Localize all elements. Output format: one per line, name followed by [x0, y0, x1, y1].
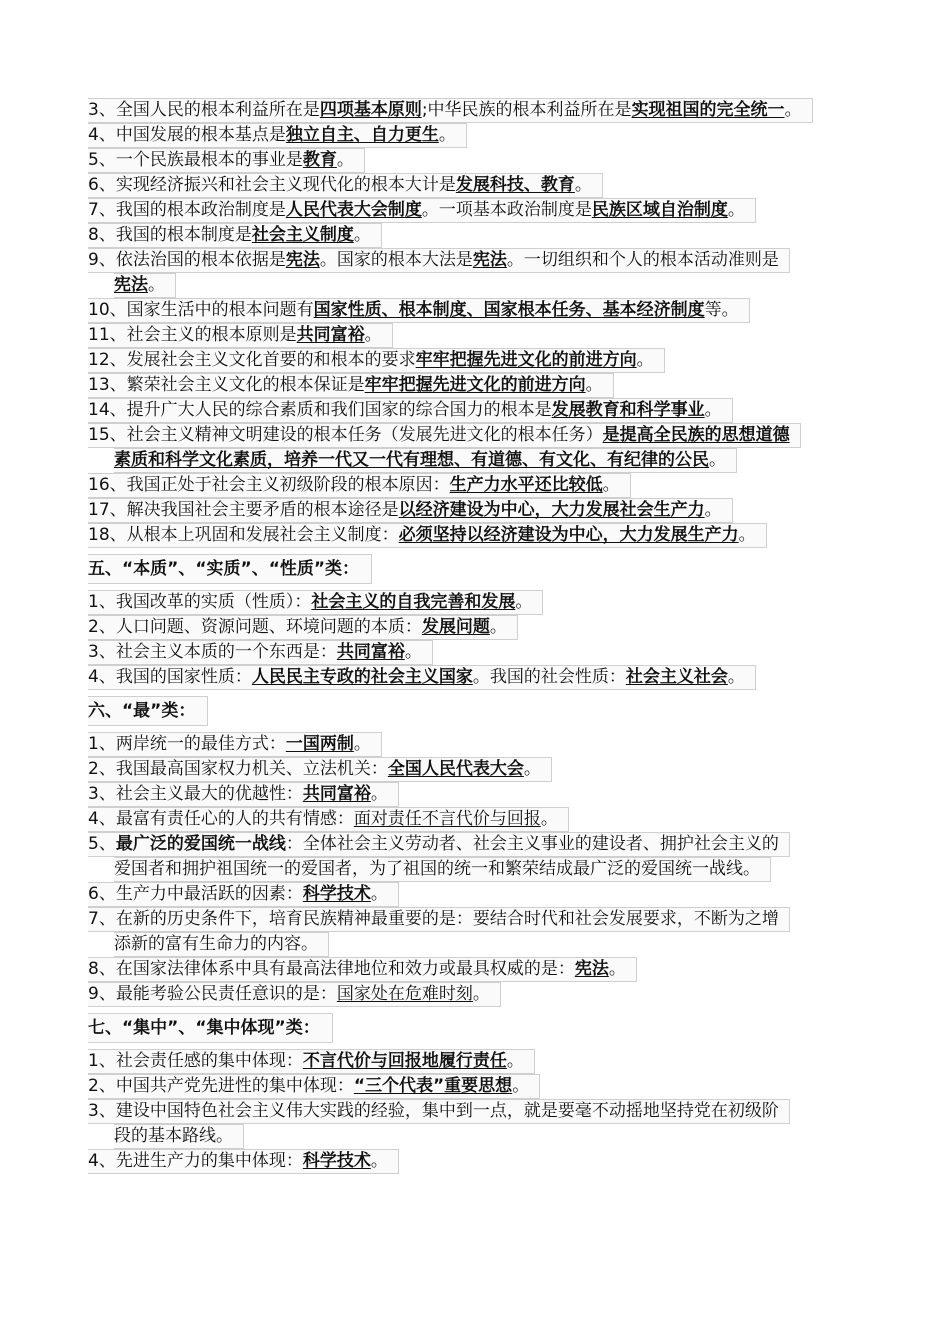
- emphasis-text: 发展教育和科学事业: [551, 400, 705, 420]
- text-segment: 。: [506, 1051, 524, 1071]
- s6-item-8: [88, 957, 878, 982]
- text-segment: 2、我国最高国家权力机关、立法机关：: [88, 759, 388, 779]
- emphasis-text: 宪法: [472, 250, 507, 270]
- text-frame: [88, 882, 399, 907]
- text-segment: 。: [370, 884, 388, 904]
- text-segment: ：全体社会主义劳动者、社会主义事业的建设者、拥护社会主义的: [285, 834, 779, 854]
- item-12: [88, 348, 878, 373]
- text-frame: [88, 298, 750, 323]
- item-4: [88, 123, 878, 148]
- emphasis-text: 发展问题: [421, 617, 490, 637]
- section-7-heading: [88, 1013, 878, 1043]
- text-frame: [88, 757, 552, 782]
- text-frame: [88, 1099, 790, 1124]
- text-frame: [88, 323, 393, 348]
- text-segment: 15、社会主义精神文明建设的根本任务（发展先进文化的根本任务）: [88, 425, 603, 445]
- text-frame: [88, 148, 365, 173]
- text-segment: 。国家的根本大法是: [319, 250, 473, 270]
- text-segment: ;中华民族的根本利益所在是: [421, 100, 632, 120]
- emphasis-text: 社会主义的自我完善和发展: [311, 592, 516, 612]
- s6-item-2: [88, 757, 878, 782]
- section-6-heading: [88, 696, 878, 726]
- item-11: [88, 323, 878, 348]
- item-3-fundamental-interests: [88, 98, 878, 123]
- s6-item-5-cont: [88, 857, 878, 882]
- emphasis-text: 社会主义社会: [625, 667, 728, 687]
- emphasis-text: 牢牢把握先进文化的前进方向: [415, 350, 637, 370]
- text-segment: 2、人口问题、资源问题、环境问题的本质：: [88, 617, 422, 637]
- text-segment: 2、中国共产党先进性的集中体现：: [88, 1076, 354, 1096]
- text-segment: 。: [370, 784, 388, 804]
- text-frame: [88, 1149, 399, 1174]
- text-segment: 13、繁荣社会主义文化的根本保证是: [88, 375, 365, 395]
- text-segment: 9、最能考验公民责任意识的是：: [88, 984, 337, 1004]
- text-segment: 。: [438, 125, 456, 145]
- item-13: [88, 373, 878, 398]
- text-segment: 4、先进生产力的集中体现：: [88, 1151, 303, 1171]
- text-segment: 。: [489, 617, 507, 637]
- s6-item-6: [88, 882, 878, 907]
- text-segment: 。: [370, 1151, 388, 1171]
- emphasis-text: 必须坚持以经济建设为中心，大力发展生产力: [398, 525, 739, 545]
- text-frame: [88, 640, 433, 665]
- text-segment: 。一项基本政治制度是: [421, 200, 592, 220]
- text-segment: 4、中国发展的根本基点是: [88, 125, 286, 145]
- emphasis-text: 宪法: [114, 275, 148, 295]
- s6-item-1: [88, 732, 878, 757]
- text-segment: 。一切组织和个人的根本活动准则是: [506, 250, 779, 270]
- text-segment: 。: [636, 350, 654, 370]
- emphasis-text: 独立自主、自力更生: [285, 125, 439, 145]
- text-segment: 16、我国正处于社会主义初级阶段的根本原因：: [88, 475, 450, 495]
- s7-item-4: [88, 1149, 878, 1174]
- text-frame: [114, 1124, 244, 1149]
- s7-item-1: [88, 1049, 878, 1074]
- text-frame: [88, 782, 399, 807]
- item-10: [88, 298, 878, 323]
- section-5-heading: [88, 554, 878, 584]
- text-segment: 7、我国的根本政治制度是: [88, 200, 286, 220]
- text-segment: 12、发展社会主义文化首要的和根本的要求: [88, 350, 416, 370]
- emphasis-text: 宪法: [285, 250, 320, 270]
- s5-item-1: [88, 590, 878, 615]
- emphasis-text: 实现祖国的完全统一: [631, 100, 785, 120]
- item-6: [88, 173, 878, 198]
- text-segment: 。: [515, 592, 533, 612]
- emphasis-text: 发展科技、教育: [455, 175, 575, 195]
- text-segment: 1、我国改革的实质（性质）：: [88, 592, 312, 612]
- document-body: [88, 98, 878, 1174]
- text-segment: 段的基本路线。: [114, 1126, 233, 1146]
- text-segment: 。: [148, 275, 165, 295]
- item-9: [88, 248, 878, 273]
- item-7: [88, 198, 878, 223]
- text-segment: 8、我国的根本制度是: [88, 225, 252, 245]
- text-frame: [88, 123, 467, 148]
- s5-item-4: [88, 665, 878, 690]
- item-5: [88, 148, 878, 173]
- text-frame: [88, 832, 790, 857]
- text-segment: 。: [704, 500, 722, 520]
- text-segment: 18、从根本上巩固和发展社会主义制度：: [88, 525, 399, 545]
- text-frame: [88, 1049, 535, 1074]
- text-segment: 1、两岸统一的最佳方式：: [88, 734, 286, 754]
- emphasis-text: 以经济建设为中心，大力发展社会生产力: [398, 500, 705, 520]
- text-segment: 。: [574, 175, 592, 195]
- text-frame: [114, 857, 771, 882]
- s6-item-7-cont: [88, 932, 878, 957]
- item-18: [88, 523, 878, 548]
- emphasis-text: 全国人民代表大会: [387, 759, 524, 779]
- text-segment: 8、在国家法律体系中具有最高法律地位和效力或最具权威的是：: [88, 959, 575, 979]
- text-frame: [88, 554, 372, 584]
- emphasis-text: 一国两制: [285, 734, 354, 754]
- emphasis-text: 最广泛的爱国统一战线: [115, 834, 286, 854]
- text-frame: [88, 615, 518, 640]
- text-segment: 14、提升广大人民的综合素质和我们国家的综合国力的根本是: [88, 400, 552, 420]
- text-segment: 5、: [88, 834, 116, 854]
- s6-item-4: [88, 807, 878, 832]
- text-segment: 3、社会主义最大的优越性：: [88, 784, 303, 804]
- emphasis-text: 共同富裕: [336, 642, 405, 662]
- emphasis-text: 共同富裕: [302, 784, 371, 804]
- text-segment: 3、建设中国特色社会主义伟大实践的经验，集中到一点，就是要毫不动摇地坚持党在初级阶: [88, 1101, 779, 1121]
- text-segment: 。: [523, 759, 541, 779]
- s5-item-2: [88, 615, 878, 640]
- emphasis-text: 国家性质、根本制度、国家根本任务、基本经济制度: [313, 300, 705, 320]
- text-segment: 爱国者和拥护祖国统一的爱国者，为了祖国的统一和繁荣结成最广泛的爱国统一战线。: [114, 859, 760, 879]
- text-segment: 。我国的社会性质：: [472, 667, 626, 687]
- text-segment: 。: [472, 984, 490, 1004]
- s6-item-5: [88, 832, 878, 857]
- text-frame: [114, 448, 737, 473]
- emphasis-text: 国家处在危难时刻: [336, 984, 473, 1004]
- text-segment: 17、解决我国社会主要矛盾的根本途径是: [88, 500, 399, 520]
- text-frame: [88, 348, 665, 373]
- text-segment: 4、最富有责任心的人的共有情感：: [88, 809, 354, 829]
- item-15-cont: [88, 448, 878, 473]
- emphasis-text: 人民民主专政的社会主义国家: [251, 667, 473, 687]
- text-segment: 。: [540, 809, 558, 829]
- text-segment: 。: [704, 400, 722, 420]
- text-segment: 4、我国的国家性质：: [88, 667, 252, 687]
- text-frame: [88, 98, 813, 123]
- text-segment: 3、社会主义本质的一个东西是：: [88, 642, 337, 662]
- emphasis-text: 科学技术: [302, 1151, 371, 1171]
- text-frame: [88, 498, 733, 523]
- emphasis-text: 生产力水平还比较低: [449, 475, 603, 495]
- text-frame: [88, 1013, 333, 1043]
- text-frame: [88, 523, 767, 548]
- emphasis-text: 民族区域自治制度: [591, 200, 728, 220]
- text-frame: [88, 473, 631, 498]
- item-8: [88, 223, 878, 248]
- emphasis-text: 科学技术: [302, 884, 371, 904]
- text-segment: 。: [738, 525, 756, 545]
- text-segment: 。: [608, 959, 626, 979]
- item-14: [88, 398, 878, 423]
- text-segment: 。: [709, 450, 726, 470]
- item-16: [88, 473, 878, 498]
- emphasis-text: 六、“最”类：: [88, 701, 196, 721]
- text-segment: 添新的富有生命力的内容。: [114, 934, 318, 954]
- emphasis-text: 四项基本原则: [319, 100, 422, 120]
- s6-item-3: [88, 782, 878, 807]
- text-segment: 。: [602, 475, 620, 495]
- text-frame: [88, 198, 756, 223]
- text-frame: [88, 1074, 540, 1099]
- text-frame: [88, 373, 614, 398]
- emphasis-text: 人民代表大会制度: [285, 200, 422, 220]
- s5-item-3: [88, 640, 878, 665]
- text-segment: 3、全国人民的根本利益所在是: [88, 100, 320, 120]
- text-segment: 。: [353, 225, 371, 245]
- s6-item-9: [88, 982, 878, 1007]
- s6-item-7: [88, 907, 878, 932]
- text-frame: [114, 273, 176, 298]
- text-frame: [88, 807, 569, 832]
- text-segment: 。: [353, 734, 371, 754]
- item-15: [88, 423, 878, 448]
- text-frame: [88, 696, 208, 726]
- emphasis-text: 不言代价与回报地履行责任: [302, 1051, 507, 1071]
- emphasis-text: 教育: [302, 150, 337, 170]
- text-segment: 。: [727, 667, 745, 687]
- text-segment: 。: [585, 375, 603, 395]
- emphasis-text: 共同富裕: [296, 325, 365, 345]
- s7-item-3-cont: [88, 1124, 878, 1149]
- text-segment: 。: [784, 100, 802, 120]
- emphasis-text: 五、“本质”、“实质”、“性质”类：: [88, 559, 360, 579]
- text-frame: [88, 732, 382, 757]
- text-frame: [88, 248, 790, 273]
- text-frame: [88, 982, 501, 1007]
- emphasis-text: “三个代表”重要思想: [353, 1076, 513, 1096]
- text-frame: [88, 907, 790, 932]
- text-frame: [88, 398, 733, 423]
- emphasis-text: 宪法: [574, 959, 609, 979]
- text-segment: 。: [512, 1076, 530, 1096]
- text-segment: 。: [404, 642, 422, 662]
- text-frame: [88, 590, 543, 615]
- text-segment: 。: [727, 200, 745, 220]
- text-segment: 9、依法治国的根本依据是: [88, 250, 286, 270]
- text-segment: 6、实现经济振兴和社会主义现代化的根本大计是: [88, 175, 456, 195]
- text-segment: 等。: [704, 300, 739, 320]
- item-9-cont: [88, 273, 878, 298]
- text-frame: [88, 665, 756, 690]
- text-frame: [88, 957, 637, 982]
- text-segment: 11、社会主义的根本原则是: [88, 325, 297, 345]
- text-frame: [88, 423, 801, 448]
- s7-item-2: [88, 1074, 878, 1099]
- s7-item-3: [88, 1099, 878, 1124]
- emphasis-text: 七、“集中”、“集中体现”类：: [88, 1018, 320, 1038]
- item-17: [88, 498, 878, 523]
- text-frame: [88, 173, 603, 198]
- emphasis-text: 牢牢把握先进文化的前进方向: [364, 375, 586, 395]
- text-segment: 。: [364, 325, 382, 345]
- text-frame: [114, 932, 329, 957]
- emphasis-text: 是提高全民族的思想道德: [602, 425, 790, 445]
- text-segment: 6、生产力中最活跃的因素：: [88, 884, 303, 904]
- text-segment: 10、国家生活中的根本问题有: [88, 300, 314, 320]
- text-frame: [88, 223, 382, 248]
- text-segment: 。: [336, 150, 354, 170]
- text-segment: 5、一个民族最根本的事业是: [88, 150, 303, 170]
- emphasis-text: 社会主义制度: [251, 225, 354, 245]
- text-segment: 1、社会责任感的集中体现：: [88, 1051, 303, 1071]
- emphasis-text: 素质和科学文化素质，培养一代又一代有理想、有道德、有文化、有纪律的公民: [114, 450, 709, 470]
- text-segment: 7、在新的历史条件下，培育民族精神最重要的是：要结合时代和社会发展要求，不断为之增: [88, 909, 779, 929]
- emphasis-text: 面对责任不言代价与回报: [353, 809, 541, 829]
